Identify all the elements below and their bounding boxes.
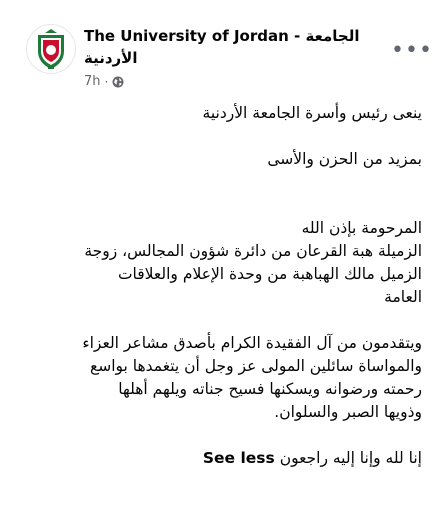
page-name[interactable] (84, 25, 384, 69)
more-options-button[interactable] (391, 32, 433, 68)
post-line: العامة (384, 288, 422, 306)
page-name-line2[interactable]: الأردنية (84, 49, 138, 67)
post-text (24, 102, 422, 470)
post-line: الزميل مالك الهباهبة من وحدة الإعلام والعلاقات (117, 265, 422, 283)
university-logo-icon (27, 25, 75, 73)
post-line: ينعى رئيس وأسرة الجامعة الأردنية (202, 104, 422, 122)
post-last-line (24, 447, 422, 470)
page-avatar[interactable] (26, 24, 76, 74)
post-header (24, 22, 433, 97)
post-line: المرحومة بإذن الله (301, 219, 422, 237)
post-line: إنا لله وإنا إليه راجعون (279, 449, 422, 467)
post-line: الزميلة هبة القرعان من دائرة شؤون المجالس، زوجة (84, 242, 422, 260)
post-line: رحمته ورضوانه ويسكنها فسيح جناته ويلهم أهلها (118, 380, 422, 398)
see-less-link[interactable]: See less (202, 449, 275, 467)
post-line: وذويها الصبر والسلوان. (274, 403, 422, 421)
post-line: ويتقدمون من آل الفقيدة الكرام بأصدق مشاعر العزاء (82, 334, 422, 352)
post-time[interactable]: 7h (84, 74, 101, 89)
post-line: بمزيد من الحزن والأسى (267, 150, 422, 168)
post-meta (84, 74, 124, 89)
post-line: والمواساة سائلين المولى عز وجل أن يتغمدها بواسع (89, 357, 422, 375)
meta-separator: · (104, 74, 109, 89)
page-name-line1[interactable]: The University of Jordan - الجامعة (84, 27, 360, 45)
more-horizontal-icon: ••• (391, 37, 433, 63)
globe-icon[interactable] (112, 76, 124, 88)
